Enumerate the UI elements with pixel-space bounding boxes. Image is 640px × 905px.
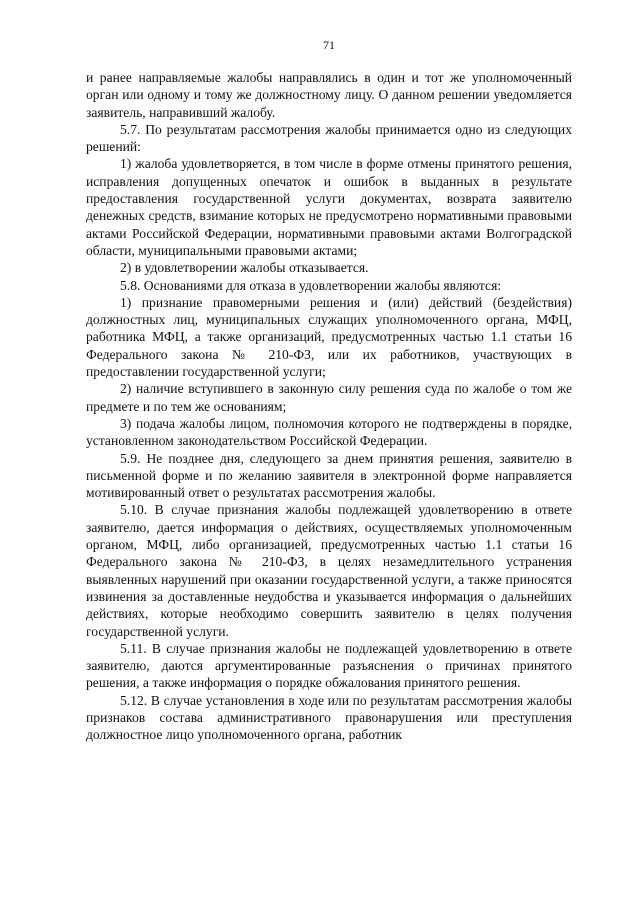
paragraph: 5.11. В случае признания жалобы не подлежащей удовлетворению в ответе заявителю, даются аргументированные разъяснения о причинах принятого решения, а также информация о порядке обжалования принятого решения. — [86, 640, 572, 691]
paragraph: 1) признание правомерными решения и (или) действий (бездействия) должностных лиц, муниципальных служащих уполномоченного органа, МФЦ, работника МФЦ, а также организаций, предусмотренных частью 1.1 статьи 16 Федерального закона № 210-ФЗ, или их работников, участвующих в предоставлении государственной услуги; — [86, 294, 572, 380]
document-page — [86, 38, 572, 744]
paragraph: 5.10. В случае признания жалобы подлежащей удовлетворению в ответе заявителю, дается информация о действиях, осуществляемых уполномоченным органом, МФЦ, либо организацией, предусмотренных частью 1.1 статьи 16 Федерального закона № 210-ФЗ, в целях незамедлительного устранения выявленных нарушений при оказании государственной услуги, а также приносятся извинения за доставленные неудобства и указывается информация о дальнейших действиях, которые необходимо совершить заявителю в целях получения государственной услуги. — [86, 502, 572, 639]
paragraph: 2) наличие вступившего в законную силу решения суда по жалобе о том же предмете и по тем же основаниям; — [86, 381, 572, 414]
paragraph: 2) в удовлетворении жалобы отказывается. — [120, 260, 369, 276]
paragraph: 1) жалоба удовлетворяется, в том числе в форме отмены принятого решения, исправления допущенных опечаток и ошибок в выданных в результате предоставления государственной услуги документах, возврата заявителю денежных средств, взимание которых не предусмотрено нормативными правовыми актами Российской Федерации, нормативными правовыми актами Волгоградской области, муниципальными правовыми актами; — [86, 156, 572, 258]
paragraph: 5.7. По результатам рассмотрения жалобы принимается одно из следующих решений: — [86, 121, 572, 155]
paragraph: 5.12. В случае установления в ходе или по результатам рассмотрения жалобы признаков состава административного правонарушения или преступления должностное лицо уполномоченного органа, работник — [86, 692, 572, 743]
document-body — [86, 69, 572, 744]
page-number: 71 — [323, 38, 335, 52]
paragraph: 5.9. Не позднее дня, следующего за днем принятия решения, заявителю в письменной форме и по желанию заявителя в электронной форме направляется мотивированный ответ о результатах рассмотрения жалобы. — [86, 450, 572, 501]
paragraph: и ранее направляемые жалобы направлялись в один и тот же уполномоченный орган или одному и тому же должностному лицу. О данном решении уведомляется заявитель, направивший жалобу. — [86, 70, 572, 120]
paragraph: 3) подача жалобы лицом, полномочия которого не подтверждены в порядке, установленном законодательством Российской Федерации. — [86, 415, 572, 449]
paragraph: 5.8. Основаниями для отказа в удовлетворении жалобы являются: — [120, 277, 502, 293]
